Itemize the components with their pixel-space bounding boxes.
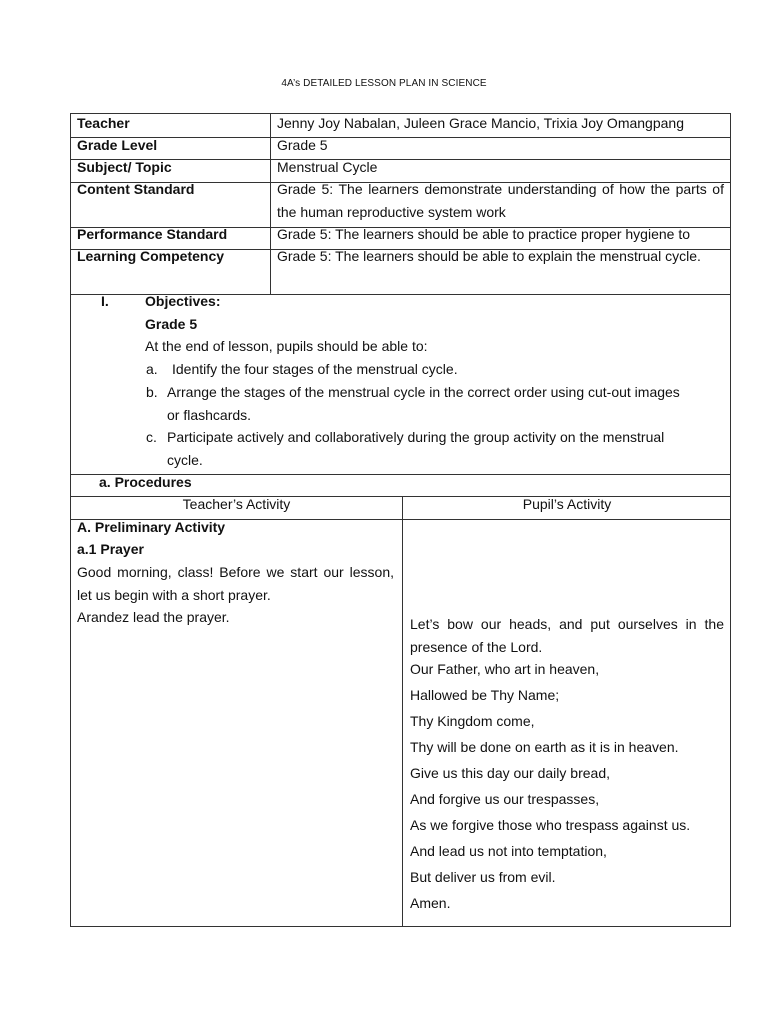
procedures-heading: a. Procedures: [99, 474, 192, 490]
prayer-line: And lead us not into temptation,: [410, 843, 607, 859]
grade-level-value: Grade 5: [277, 137, 328, 153]
preliminary-activity-heading: A. Preliminary Activity: [77, 519, 226, 535]
objectives-grade: Grade 5: [145, 316, 198, 332]
subject-label: Subject/ Topic: [77, 159, 172, 175]
column-divider: [270, 114, 271, 294]
pupil-activity-header: Pupil’s Activity: [522, 496, 612, 512]
prayer-line: Give us this day our daily bread,: [410, 765, 610, 781]
objective-b-line1: Arrange the stages of the menstrual cycle in the correct order using cut-out images: [167, 384, 680, 400]
prayer-line: Thy Kingdom come,: [410, 713, 535, 729]
objective-a-marker: a.: [146, 361, 158, 377]
objectives-numeral: I.: [101, 293, 109, 309]
prayer-line: But deliver us from evil.: [410, 869, 556, 885]
teacher-instruction: Arandez lead the prayer.: [77, 609, 230, 625]
subject-value: Menstrual Cycle: [277, 159, 378, 175]
lesson-plan-table: [70, 113, 731, 927]
prayer-line: Amen.: [410, 895, 451, 911]
objective-c-marker: c.: [146, 429, 157, 445]
teacher-value: Jenny Joy Nabalan, Juleen Grace Mancio, Trixia Joy Omangpang: [277, 115, 684, 131]
row-divider: [71, 137, 730, 138]
column-divider: [402, 496, 403, 927]
content-standard-label: Content Standard: [77, 181, 195, 197]
pupil-prayer-intro: Let’s bow our heads, and put ourselves in the presence of the Lord.: [410, 616, 724, 655]
teacher-greeting: Good morning, class! Before we start our lesson, let us begin with a short prayer.: [77, 564, 394, 603]
prayer-subheading: a.1 Prayer: [77, 541, 144, 557]
document-title: 4A’s DETAILED LESSON PLAN IN SCIENCE: [281, 78, 487, 89]
learning-competency-value: Grade 5: The learners should be able to explain the menstrual cycle.: [277, 248, 701, 264]
prayer-line: Hallowed be Thy Name;: [410, 687, 560, 703]
objective-c-line2: cycle.: [167, 452, 203, 468]
objective-b-marker: b.: [146, 384, 158, 400]
learning-competency-label: Learning Competency: [77, 248, 225, 264]
objectives-intro: At the end of lesson, pupils should be able to:: [145, 338, 428, 354]
objective-c-line1: Participate actively and collaboratively during the group activity on the menstrual: [167, 429, 665, 445]
performance-standard-label: Performance Standard: [77, 226, 228, 242]
teacher-activity-header: Teacher’s Activity: [182, 496, 291, 512]
prayer-line: And forgive us our trespasses,: [410, 791, 600, 807]
grade-level-label: Grade Level: [77, 137, 158, 153]
teacher-label: Teacher: [77, 115, 130, 131]
prayer-line: Thy will be done on earth as it is in heaven.: [410, 739, 679, 755]
objectives-heading: Objectives:: [145, 293, 221, 309]
prayer-line: Our Father, who art in heaven,: [410, 661, 600, 677]
objective-a-text: Identify the four stages of the menstrual cycle.: [172, 361, 458, 377]
prayer-line: As we forgive those who trespass against us.: [410, 817, 691, 833]
objective-b-line2: or flashcards.: [167, 407, 252, 423]
performance-standard-value: Grade 5: The learners should be able to practice proper hygiene to: [277, 226, 690, 242]
content-standard-value: Grade 5: The learners demonstrate understanding of how the parts of the human reproductive system work: [277, 181, 724, 220]
